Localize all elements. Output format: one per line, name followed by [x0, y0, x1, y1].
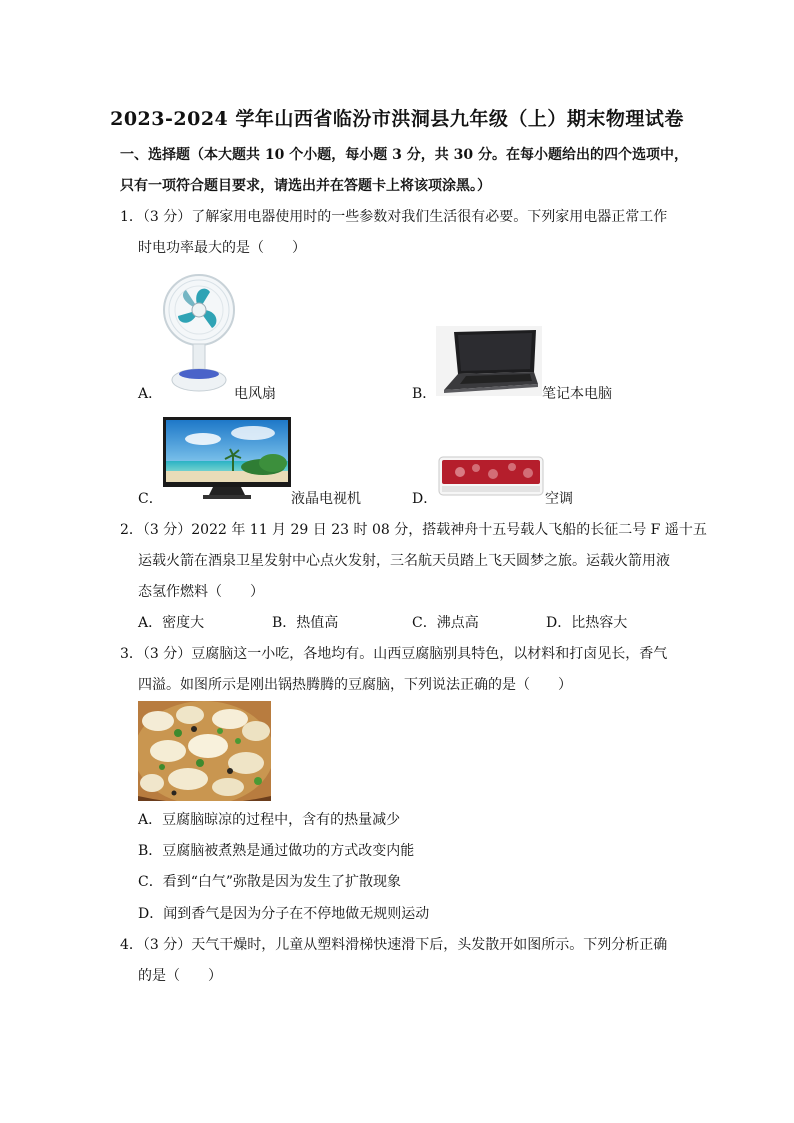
option-letter: A． — [138, 386, 163, 402]
option-letter: A． — [138, 812, 163, 828]
q2-option-b — [272, 613, 338, 633]
q3-option-c — [138, 872, 401, 892]
q1-option-b-text: 笔记本电脑 — [542, 386, 612, 402]
electric-fan-image — [160, 270, 238, 395]
option-text: 闻到香气是因为分子在不停地做无规则运动 — [163, 906, 430, 922]
q1-stem-line-1: 1．（3 分）了解家用电器使用时的一些参数对我们生活很有必要。下列家用电器正常工作 — [120, 209, 668, 225]
section-heading-line-2: 只有一项符合题目要求，请选出并在答题卡上将该项涂黑。） — [120, 178, 491, 194]
option-letter: C． — [138, 874, 163, 890]
option-letter: A． — [138, 615, 163, 631]
option-letter: D． — [546, 615, 572, 631]
air-conditioner-image — [438, 455, 544, 499]
q2-stem-line-3: 态氢作燃料（ ） — [138, 584, 264, 600]
q2-option-d — [546, 613, 627, 633]
q1-option-c-text: 液晶电视机 — [291, 491, 361, 507]
option-text: 豆腐脑晾凉的过程中，含有的热量减少 — [162, 812, 401, 828]
option-text: 密度大 — [162, 615, 205, 631]
option-text: 热值高 — [296, 615, 339, 631]
option-text: 比热容大 — [571, 615, 628, 631]
option-letter: B． — [138, 843, 163, 859]
laptop-image — [436, 326, 542, 396]
q1-option-c: C． — [138, 491, 163, 507]
q2-stem-line-2: 运载火箭在酒泉卫星发射中心点火发射，三名航天员踏上飞天圆梦之旅。运载火箭用液 — [138, 553, 670, 569]
option-letter: D． — [138, 906, 164, 922]
option-letter: C． — [412, 615, 437, 631]
option-text: 看到“白气”弥散是因为发生了扩散现象 — [162, 874, 402, 890]
option-text: 沸点高 — [436, 615, 479, 631]
q2-option-c — [412, 613, 479, 633]
q3-option-b — [138, 841, 414, 861]
q4-stem-line-2: 的是（ ） — [138, 968, 222, 984]
lcd-tv-image — [163, 417, 291, 500]
option-letter: B． — [272, 615, 297, 631]
q3-stem-line-2: 四溢。如图所示是刚出锅热腾腾的豆腐脑，下列说法正确的是（ ） — [138, 677, 572, 693]
q4-stem-line-1: 4．（3 分）天气干燥时，儿童从塑料滑梯快速滑下后，头发散开如图所示。下列分析正确 — [120, 937, 668, 953]
section-heading-line-1: 一、选择题（本大题共 10 个小题，每小题 3 分，共 30 分。在每小题给出的四个选项中， — [120, 147, 688, 163]
q2-option-a — [138, 613, 204, 633]
q3-option-a — [138, 810, 400, 830]
page-title: 2023-2024 学年山西省临汾市洪洞县九年级（上）期末物理试卷 — [110, 108, 684, 130]
q1-option-b: B． — [412, 386, 437, 402]
q2-stem-line-1: 2．（3 分）2022 年 11 月 29 日 23 时 08 分，搭载神舟十五号载人飞船的长征二号 F 遥十五 — [120, 522, 707, 538]
q1-stem-line-2: 时电功率最大的是（ ） — [138, 240, 306, 256]
option-text: 豆腐脑被煮熟是通过做功的方式改变内能 — [162, 843, 415, 859]
q1-option-d-text: 空调 — [545, 491, 573, 507]
q3-option-d — [138, 904, 429, 924]
q3-stem-line-1: 3．（3 分）豆腐脑这一小吃，各地均有。山西豆腐脑别具特色，以材料和打卤见长，香气 — [120, 646, 668, 662]
q1-option-d: D． — [412, 491, 438, 507]
q1-option-a-text: 电风扇 — [234, 386, 276, 402]
q1-option-a — [138, 384, 162, 404]
tofu-pudding-image — [138, 701, 271, 801]
